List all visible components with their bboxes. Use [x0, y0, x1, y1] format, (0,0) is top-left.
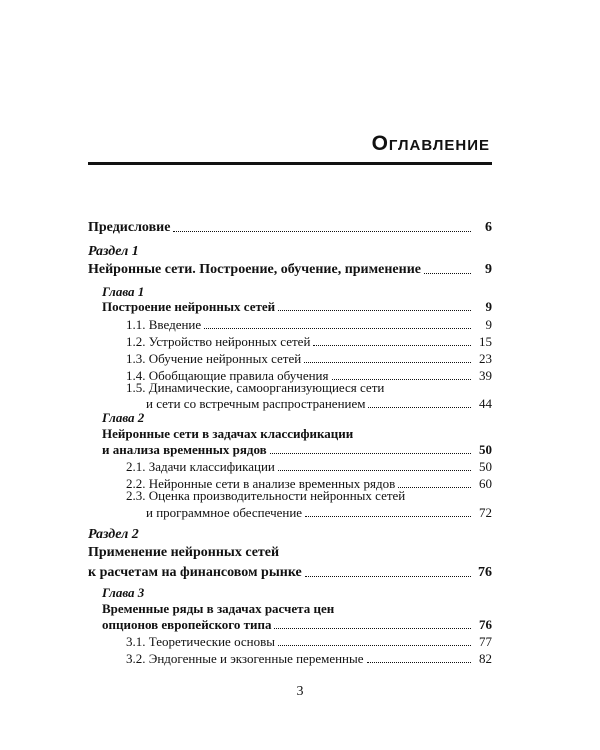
- toc-label: Предисловие: [88, 220, 171, 235]
- leader-dots: [204, 328, 471, 329]
- toc-label: 2.1. Задачи классификации: [126, 459, 275, 474]
- toc-page: 76: [479, 617, 492, 632]
- leader-dots: [173, 231, 471, 232]
- toc-page: 60: [479, 476, 492, 491]
- toc-label: 1.3. Обучение нейронных сетей: [126, 351, 302, 366]
- toc-label: 1.1. Введение: [126, 317, 202, 332]
- toc-label-line1[interactable]: 1.5. Динамические, самоорганизующиеся сети: [126, 380, 385, 395]
- leader-dots: [424, 273, 471, 274]
- toc-page: 15: [479, 334, 492, 349]
- toc-entry-2-1[interactable]: [126, 459, 492, 475]
- toc-entry-3-2[interactable]: [126, 651, 492, 667]
- leader-dots: [278, 645, 471, 646]
- leader-dots: [305, 576, 471, 577]
- toc-label: 1.2. Устройство нейронных сетей: [126, 334, 311, 349]
- toc-entry-part2-line1[interactable]: Применение нейронных сетей: [88, 545, 280, 560]
- leader-dots: [368, 407, 471, 408]
- toc-page: 9: [485, 262, 492, 277]
- toc-entry-1-1[interactable]: [126, 317, 492, 333]
- toc-entry-ch1[interactable]: [102, 299, 492, 315]
- leader-dots: [274, 628, 471, 629]
- toc-entry-3-1[interactable]: [126, 634, 492, 650]
- toc-entry-ch2-line1[interactable]: Нейронные сети в задачах классификации: [102, 426, 354, 441]
- leader-dots: [304, 362, 471, 363]
- toc-label: и анализа временных рядов: [102, 442, 267, 457]
- leader-dots: [278, 310, 471, 311]
- toc-label: опционов европейского типа: [102, 617, 272, 632]
- toc-entry-preface[interactable]: [88, 220, 492, 236]
- toc-label: 3.1. Теоретические основы: [126, 634, 275, 649]
- toc-entry-2-3[interactable]: [146, 505, 492, 521]
- toc-page: 82: [479, 651, 492, 666]
- heading-rule: [88, 162, 492, 165]
- leader-dots: [278, 470, 471, 471]
- toc-entry-part2[interactable]: [88, 565, 492, 581]
- part-kicker: Раздел 1: [88, 244, 139, 259]
- leader-dots: [305, 516, 471, 517]
- toc-page: 76: [478, 565, 492, 580]
- toc-label: 3.2. Эндогенные и экзогенные переменные: [126, 651, 364, 666]
- toc-entry-1-3[interactable]: [126, 351, 492, 367]
- chapter-kicker: Глава 1: [102, 284, 145, 299]
- toc-page: 39: [479, 368, 492, 383]
- toc-entry-part1[interactable]: [88, 262, 492, 278]
- leader-dots: [313, 345, 471, 346]
- toc-label: к расчетам на финансовом рынке: [88, 565, 302, 580]
- toc-page: 44: [479, 396, 492, 411]
- toc-heading: Оглавление: [371, 132, 490, 155]
- toc-entry-ch3[interactable]: [102, 617, 492, 633]
- toc-entry-1-2[interactable]: [126, 334, 492, 350]
- toc-entry-ch2[interactable]: [102, 442, 492, 458]
- leader-dots: [367, 662, 471, 663]
- chapter-kicker: Глава 2: [102, 410, 145, 425]
- toc-page: 50: [479, 442, 492, 457]
- part-kicker: Раздел 2: [88, 527, 139, 542]
- toc-page: 23: [479, 351, 492, 366]
- toc-page: 9: [485, 317, 492, 332]
- toc-label: и сети со встречным распространением: [146, 396, 366, 411]
- toc-entry-ch3-line1[interactable]: Временные ряды в задачах расчета цен: [102, 601, 335, 616]
- toc-page: 72: [479, 505, 492, 520]
- toc-page: 77: [479, 634, 492, 649]
- toc-page: 9: [485, 299, 492, 314]
- leader-dots: [270, 453, 471, 454]
- toc-page: 50: [479, 459, 492, 474]
- toc-label: Нейронные сети. Построение, обучение, применение: [88, 262, 421, 277]
- toc-label: 1.4. Обобщающие правила обучения: [126, 368, 329, 383]
- toc-label-line1[interactable]: 2.3. Оценка производительности нейронных сетей: [126, 488, 406, 503]
- toc-page: 6: [485, 220, 492, 235]
- toc-label: и программное обеспечение: [146, 505, 303, 520]
- leader-dots: [398, 487, 471, 488]
- toc-label: Построение нейронных сетей: [102, 299, 276, 314]
- chapter-kicker: Глава 3: [102, 585, 145, 600]
- toc-entry-1-5[interactable]: [146, 396, 492, 412]
- toc-label: 2.2. Нейронные сети в анализе временных рядов: [126, 476, 396, 491]
- page-number: 3: [296, 684, 304, 699]
